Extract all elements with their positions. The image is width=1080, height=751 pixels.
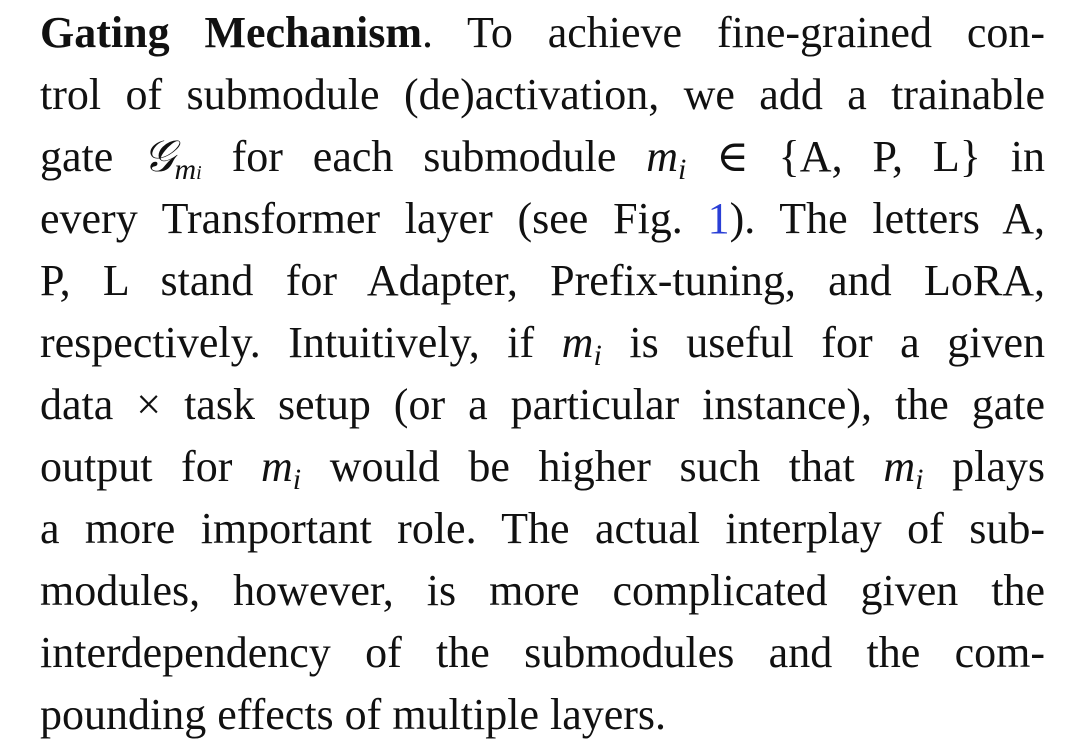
text-line-6 (40, 312, 1045, 374)
text-fragment: every Transformer layer (see Fig. (40, 194, 708, 243)
text-line-9: a more important role. The actual interplay of sub- (40, 504, 1045, 553)
text-line-4 (40, 188, 1045, 250)
section-heading: Gating Mechanism (40, 8, 422, 57)
math-variable: m (646, 132, 679, 181)
text-fragment: ). The letters A, (729, 194, 1045, 243)
text-line-3 (40, 126, 1045, 188)
text-fragment: ∈ {A, P, L} in (686, 132, 1046, 181)
math-subscript: i (196, 162, 202, 184)
math-variable: m (561, 318, 594, 367)
math-variable: m (174, 153, 197, 186)
math-subscript: i (593, 339, 602, 372)
text-line-7: data × task setup (or a particular instance), the gate (40, 380, 1045, 429)
gate-symbol: 𝒢 (143, 131, 175, 182)
text-fragment: . To achieve fine-grained con- (421, 8, 1045, 57)
text-fragment: for each submodule (201, 132, 647, 181)
text-fragment: output for (40, 442, 261, 491)
text-fragment: would be higher such that (301, 442, 884, 491)
math-subscript: i (292, 463, 302, 496)
text-line-2: trol of submodule (de)activation, we add a trainable (40, 70, 1045, 119)
text-fragment: gate (40, 132, 144, 181)
text-line-5: P, L stand for Adapter, Prefix-tuning, and LoRA, (40, 256, 1045, 305)
math-variable: m (260, 442, 293, 491)
text-line-8 (40, 436, 1045, 498)
text-line-12: pounding effects of multiple layers. (40, 690, 667, 739)
gate-subscript (175, 153, 202, 186)
text-line-10: modules, however, is more complicated given the (40, 566, 1045, 615)
figure-reference-link[interactable]: 1 (707, 194, 730, 243)
math-variable: m (883, 442, 916, 491)
text-fragment: respectively. Intuitively, if (40, 318, 562, 367)
text-line-11: interdependency of the submodules and the com- (40, 628, 1045, 677)
text-fragment: is useful for a given (601, 318, 1045, 367)
math-subscript: i (915, 463, 924, 496)
math-subscript: i (678, 153, 687, 186)
text-line-1 (40, 2, 1045, 64)
text-fragment: plays (923, 442, 1045, 491)
